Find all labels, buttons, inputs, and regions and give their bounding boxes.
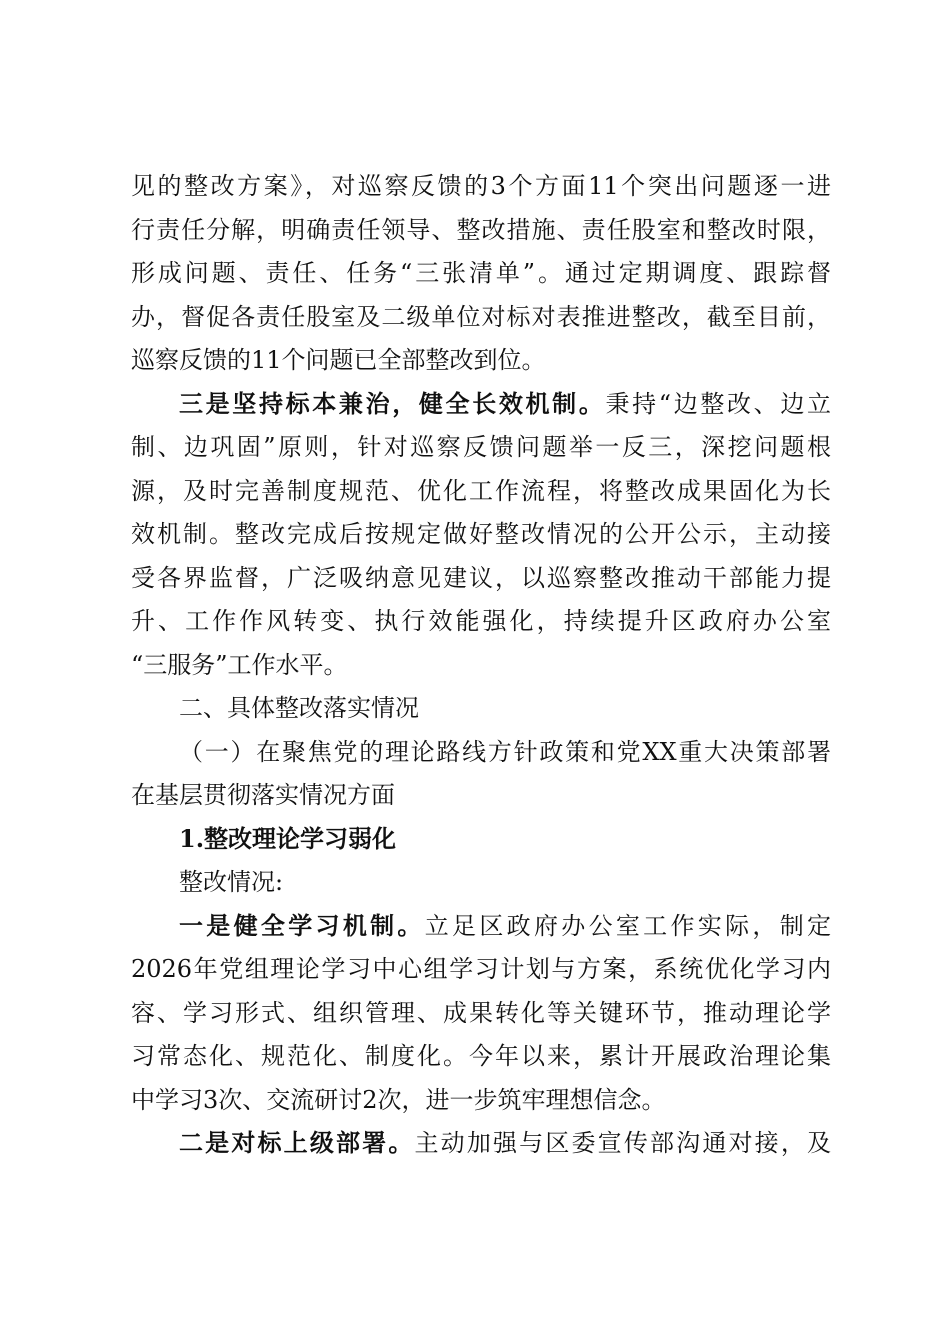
- item-heading: 1.整改理论学习弱化: [179, 824, 397, 853]
- paragraph-line: 效机制。整改完成后按规定做好整改情况的公开公示，主动接: [131, 520, 831, 548]
- paragraph-line: 形成问题、责任、任务“三张清单”。通过定期调度、跟踪督: [131, 259, 831, 287]
- paragraph-line: 制、边巩固”原则，针对巡察反馈问题举一反三，深挖问题根: [131, 433, 831, 461]
- label-line: 整改情况:: [179, 868, 284, 896]
- subsection-heading-line: （一）在聚焦党的理论路线方针政策和党XX重大决策部署: [179, 738, 831, 766]
- paragraph-line: 受各界监督，广泛吸纳意见建议，以巡察整改推动干部能力提: [131, 564, 831, 592]
- paragraph-line: 习常态化、规范化、制度化。今年以来，累计开展政治理论集: [131, 1042, 831, 1070]
- paragraph-line: 行责任分解，明确责任领导、整改措施、责任股室和整改时限，: [131, 216, 831, 244]
- subsection-heading-line: 在基层贯彻落实情况方面: [131, 781, 395, 809]
- paragraph-lead: 三是坚持标本兼治，健全长效机制。: [179, 389, 606, 418]
- paragraph-line: 升、工作作风转变、执行效能强化，持续提升区政府办公室: [131, 607, 831, 635]
- paragraph-line: 办，督促各责任股室及二级单位对标对表推进整改，截至目前，: [131, 303, 831, 331]
- paragraph-line: 见的整改方案》，对巡察反馈的3个方面11个突出问题逐一进: [131, 172, 831, 200]
- paragraph-line: 源，及时完善制度规范、优化工作流程，将整改成果固化为长: [131, 477, 831, 505]
- section-heading: 二、具体整改落实情况: [179, 694, 419, 722]
- paragraph-lead: 二是对标上级部署。: [179, 1128, 415, 1157]
- paragraph-line: 二是对标上级部署。主动加强与区委宣传部沟通对接，及: [179, 1128, 831, 1157]
- paragraph-line: 三是坚持标本兼治，健全长效机制。秉持“边整改、边立: [179, 389, 831, 418]
- paragraph-line: 巡察反馈的11个问题已全部整改到位。: [131, 346, 546, 374]
- paragraph-line: 2026年党组理论学习中心组学习计划与方案，系统优化学习内: [131, 955, 831, 983]
- paragraph-lead: 一是健全学习机制。: [179, 911, 425, 940]
- paragraph-line: 容、学习形式、组织管理、成果转化等关键环节，推动理论学: [131, 999, 831, 1027]
- paragraph-line: 一是健全学习机制。立足区政府办公室工作实际，制定: [179, 911, 832, 940]
- paragraph-line: 中学习3次、交流研讨2次，进一步筑牢理想信念。: [131, 1086, 666, 1114]
- paragraph-line: “三服务”工作水平。: [131, 651, 348, 679]
